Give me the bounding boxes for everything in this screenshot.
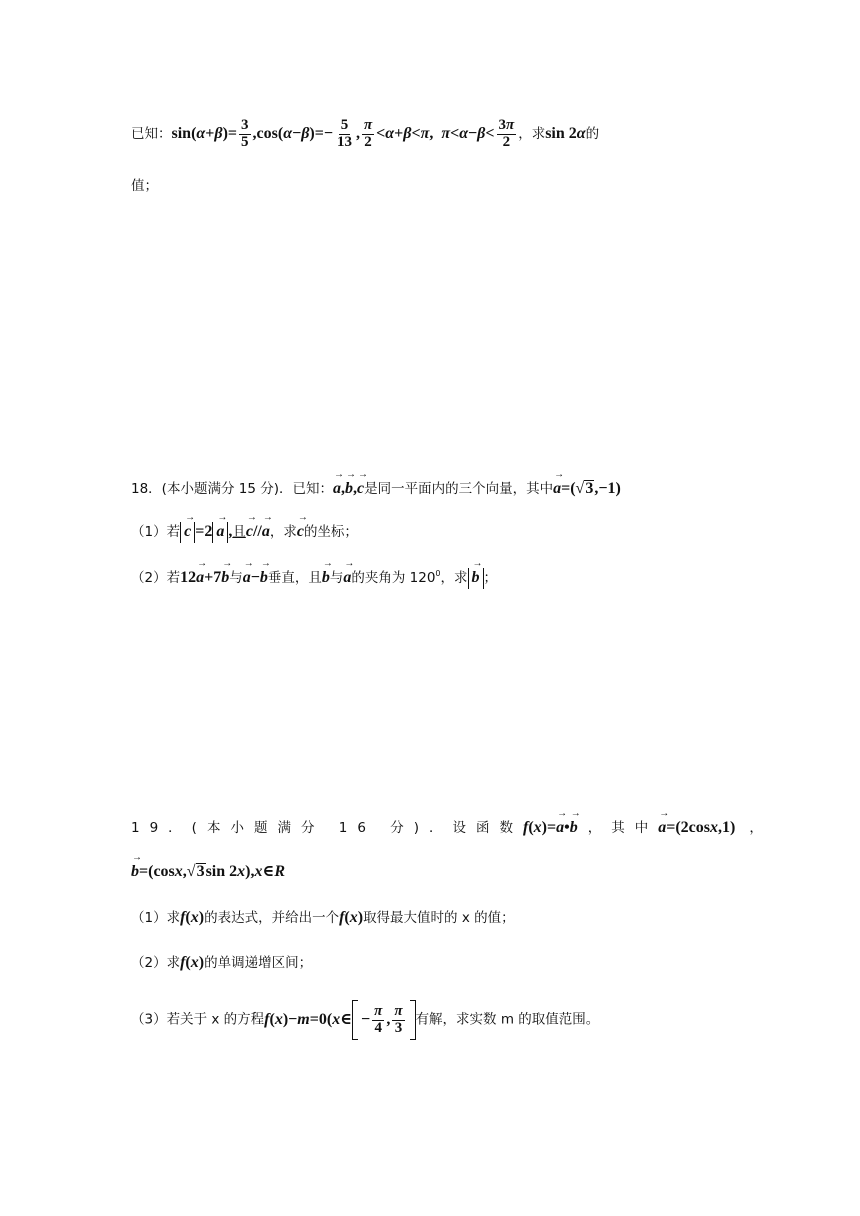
q18-p2-angle: 的夹角为 120 [351, 570, 436, 586]
q19-number: 19．(本小题满分 16 分)．设函数 [131, 820, 523, 836]
q18-p1-parallel: → c//→ a [246, 523, 270, 540]
q19-p3-equation: f(x)−m=0(x∈ − $\frac{\pi}{4}$ , $\frac{\pi}{3}$ [264, 1011, 415, 1028]
q18-part1 [131, 522, 358, 543]
q17-ask2: 的 [585, 125, 600, 142]
q19-part2 [131, 955, 312, 971]
q19-p2-label: （2）求 [131, 955, 181, 971]
q19-p1-fx: f(x) [180, 909, 205, 926]
q19-where: ，其中 [587, 820, 659, 836]
q17-line2: 值； [131, 178, 158, 194]
q18-p2-ask: ，求 [440, 570, 468, 586]
q19-p1-mid: 的表达式，并给出一个 [204, 910, 340, 926]
q18-p1-tail: 的坐标； [303, 524, 358, 540]
q18-p1-and: 且 [232, 524, 246, 540]
q18-line1 [131, 480, 621, 497]
q18-stem: 是同一平面内的三个向量，其中 [364, 481, 554, 497]
q19-line1 [131, 820, 763, 836]
q19-part3 [131, 1000, 599, 1040]
q18-p1-label: （1）若 [131, 524, 181, 540]
q18-p2-with: 与 [229, 570, 243, 586]
q17-line1 [131, 118, 599, 151]
q19-p3-tail: 有解，求实数 m 的取值范围。 [415, 1011, 600, 1028]
q18-p2-tail: ； [483, 570, 497, 586]
q19-fx-def: f(x)=→ a•→ b [523, 819, 578, 836]
q18-p2-label: （2）若 [131, 570, 181, 586]
q18-number: 18．(本小题满分 15 分)．已知： [131, 481, 333, 497]
q18-p1-ask: ，求 [269, 524, 297, 540]
q19-p2-fx: f(x) [180, 954, 205, 971]
q18-a-value: → a=(√3,−1) [553, 480, 621, 497]
q19-a-value: → a=(2cosx,1) [658, 819, 735, 836]
q19-p1-tail: 取得最大值时的 x 的值； [363, 910, 515, 926]
q18-p2-with2: 与 [329, 570, 344, 586]
q19-p1-label: （1）求 [131, 910, 181, 926]
q19-part1 [131, 910, 515, 926]
q18-p2-expr1: 12→ a+7→ b [180, 569, 229, 586]
q19-line2 [131, 863, 285, 880]
q18-p2-a: → a [343, 569, 351, 586]
q17-formula: sin(α+β)= $\frac{3}{5}$ ,cos(α−β)=− $\frac{5}{13}$ , $\frac{\pi}{2}$ <α+β<π, π<α−β< $\frac{3\pi}{2}$ [171, 117, 515, 150]
q18-p2-degree: 0 [435, 569, 441, 578]
q19-comma: ， [749, 820, 763, 836]
q18-vectors: → a,→ b,→ c [333, 480, 364, 497]
q17-target: sin 2α [545, 124, 586, 142]
q17-ask: ，求 [518, 125, 546, 142]
q19-p2-tail: 的单调递增区间； [204, 955, 313, 971]
q19-p3-label: （3）若关于 x 的方程 [131, 1011, 265, 1028]
q19-b-value: → b=(cosx,√3sin 2x),x∈R [131, 863, 285, 880]
q18-part2 [131, 568, 497, 589]
q19-p1-fx2: f(x) [339, 909, 364, 926]
q17-intro: 已知： [131, 125, 172, 142]
q18-p2-expr2: → a−→ b [243, 569, 268, 586]
q18-p2-perp: 垂直，且 [267, 570, 322, 586]
q18-p1-c: → c [297, 523, 304, 540]
q18-p1-condition: → c =2→ a , [180, 523, 232, 540]
q18-p2-b: → b [322, 569, 330, 586]
q18-p2-abs-b: → b [468, 569, 484, 586]
